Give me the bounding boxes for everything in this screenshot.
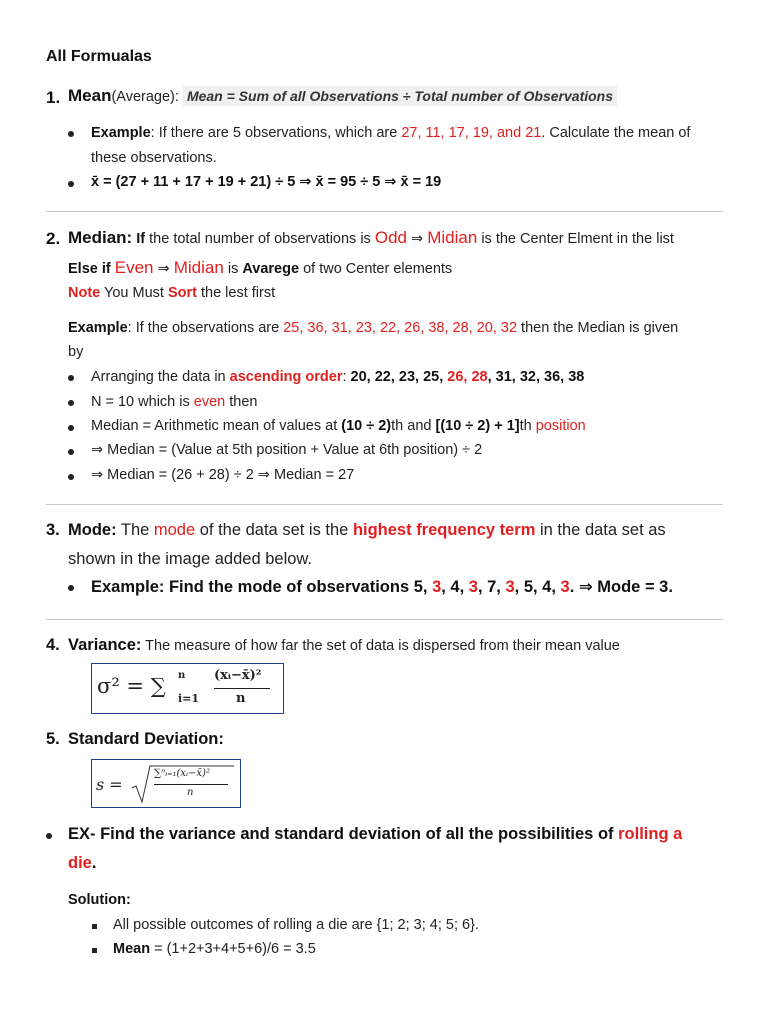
median-bullet-5: ⇒ Median = (26 + 28) ÷ 2 ⇒ Median = 27 <box>91 467 355 483</box>
text: , 5, 4, <box>514 578 561 596</box>
stddev-lhs: s = <box>96 775 123 794</box>
fraction-numerator: ∑ⁿᵢ₌₁(xᵢ−x̄)² <box>154 768 210 779</box>
median-note-line <box>68 285 275 301</box>
square-bullet <box>92 948 97 953</box>
text: = (1+2+3+4+5+6)/6 = 3.5 <box>150 941 316 957</box>
sum-lower: i=1 <box>178 692 200 705</box>
text: The <box>116 521 154 539</box>
bullet-dot <box>68 181 74 187</box>
solution-step-2 <box>113 941 316 957</box>
sorted-values: 20, 22, 23, 25, <box>350 369 448 385</box>
variance-text: The measure of how far the set of data is dispersed from their mean value <box>141 638 620 654</box>
mode-word: mode <box>153 521 196 539</box>
median-bullet-2 <box>91 394 257 410</box>
median-text: the total number of observations is <box>145 231 375 247</box>
highest-frequency-term: highest frequency term <box>352 521 536 539</box>
bullet-dot <box>68 585 74 591</box>
avarege-word: Avarege <box>242 261 300 277</box>
mean-example-text: : If there are 5 observations, which are <box>150 125 402 141</box>
mode-value: 3 <box>432 578 442 596</box>
position-expr: [(10 ÷ 2) + 1] <box>435 418 520 434</box>
divider <box>46 211 723 212</box>
is-word: is <box>223 261 243 277</box>
median-label: Median: <box>68 228 133 247</box>
position-word: position <box>535 418 586 434</box>
text: : <box>342 369 351 385</box>
die-word: die <box>68 854 92 872</box>
variance-label: Variance: <box>68 636 142 654</box>
solution-step-1: All possible outcomes of rolling a die are {1; 2; 3; 4; 5; 6}. <box>113 917 479 933</box>
mean-example-text-b: . Calculate the mean of <box>541 125 691 141</box>
note-text-b: the lest first <box>196 285 276 301</box>
text: Arranging the data in <box>91 369 230 385</box>
median-bullet-3 <box>91 418 586 434</box>
midian-word: Midian <box>427 228 478 247</box>
stddev-label: Standard Deviation: <box>68 730 224 748</box>
mean-heading <box>68 86 617 106</box>
text: . <box>91 854 97 872</box>
stddev-formula <box>91 759 241 808</box>
variance-number: 4. <box>46 636 60 654</box>
page-title: All Formualas <box>46 48 152 65</box>
divider <box>46 504 723 505</box>
fraction-denominator: n <box>187 787 194 798</box>
note-text: You Must <box>100 285 168 301</box>
mode-label: Mode: <box>68 521 117 539</box>
bullet-dot <box>68 375 74 381</box>
median-bullet-1 <box>91 369 584 385</box>
note-word: Note <box>68 285 101 301</box>
text: then <box>225 394 258 410</box>
median-text-b: is the Center Elment in the list <box>477 231 674 247</box>
bullet-dot <box>68 474 74 480</box>
variance-lhs: σ² = ∑ <box>97 674 166 698</box>
mode-line1 <box>68 521 666 540</box>
example-label: Example <box>91 125 151 141</box>
median-bullet-4: ⇒ Median = (Value at 5th position + Value at 6th position) ÷ 2 <box>91 442 483 458</box>
text: th <box>519 418 536 434</box>
median-line1 <box>68 228 674 248</box>
text: Example: Find the mode of observations 5, <box>91 578 433 596</box>
mode-value: 3 <box>468 578 478 596</box>
text: , 7, <box>477 578 506 596</box>
fraction-bar <box>214 688 270 689</box>
fraction-numerator: (xᵢ−x̄)² <box>214 668 262 683</box>
mean-calculation: x̄ = (27 + 11 + 17 + 19 + 21) ÷ 5 ⇒ x̄ = 95 ÷ 5 ⇒ x̄ = 19 <box>91 174 442 190</box>
mode-value: 3 <box>560 578 570 596</box>
text: , 4, <box>441 578 469 596</box>
bullet-dot <box>68 400 74 406</box>
bullet-dot <box>68 449 74 455</box>
solution-label: Solution: <box>68 892 131 908</box>
example-label: Example <box>68 320 128 336</box>
text: of the data set is the <box>195 521 353 539</box>
text: EX- Find the variance and standard deviation of all the possibilities of <box>68 825 619 843</box>
mode-line2: shown in the image added below. <box>68 550 313 568</box>
median-line2 <box>68 258 452 278</box>
if-word: If <box>136 231 146 247</box>
else-if-word: Else if <box>68 261 111 277</box>
divider <box>46 619 723 620</box>
bullet-dot <box>46 833 52 839</box>
median-example-text: : If the observations are <box>127 320 284 336</box>
variance-heading <box>68 636 620 655</box>
center-values: 26, 28 <box>447 369 488 385</box>
ascending-order: ascending order <box>229 369 343 385</box>
mode-number: 3. <box>46 521 60 539</box>
bullet-dot <box>68 131 74 137</box>
rolling-a-words: rolling a <box>618 825 683 843</box>
mean-formula: Mean = Sum of all Observations ÷ Total number of Observations <box>183 86 617 106</box>
mean-word: Mean <box>113 941 151 957</box>
exercise-line2 <box>68 854 96 873</box>
mean-label: Mean <box>68 86 112 105</box>
arrow-icon: ⇒ <box>411 231 424 247</box>
fraction-denominator: n <box>236 691 246 706</box>
text: in the data set as <box>535 521 666 539</box>
arrow-icon: ⇒ <box>157 261 170 277</box>
text: N = 10 which is <box>91 394 194 410</box>
median-example-values: 25, 36, 31, 23, 22, 26, 38, 28, 20, 32 <box>283 320 518 336</box>
text: th and <box>391 418 436 434</box>
mean-example-values: 27, 11, 17, 19, and 21 <box>401 125 542 141</box>
square-bullet <box>92 924 97 929</box>
sum-upper: n <box>178 670 186 681</box>
even-word: even <box>193 394 226 410</box>
median-number: 2. <box>46 229 61 248</box>
sorted-values-b: , 31, 32, 36, 38 <box>487 369 585 385</box>
mean-number: 1. <box>46 88 61 107</box>
bullet-dot <box>68 425 74 431</box>
position-expr: (10 ÷ 2) <box>341 418 392 434</box>
sort-word: Sort <box>167 285 197 301</box>
median-example-text-b: then the Median is given <box>517 320 679 336</box>
odd-word: Odd <box>374 228 407 247</box>
median-text-c: of two Center elements <box>299 261 453 277</box>
fraction-bar <box>154 784 228 785</box>
mean-example-line2: these observations. <box>91 150 217 166</box>
median-example-line2: by <box>68 344 84 360</box>
exercise-line1 <box>68 825 682 844</box>
mean-example-line1 <box>91 125 690 141</box>
even-word: Even <box>114 258 154 277</box>
mean-label-suffix: (Average): <box>111 89 179 105</box>
text: . ⇒ Mode = 3. <box>569 578 673 596</box>
stddev-number: 5. <box>46 730 60 748</box>
text: Median = Arithmetic mean of values at <box>91 418 342 434</box>
midian-word: Midian <box>173 258 224 277</box>
variance-formula <box>91 663 284 714</box>
mode-example <box>91 577 673 597</box>
median-example-line1 <box>68 320 678 336</box>
mode-value: 3 <box>505 578 515 596</box>
